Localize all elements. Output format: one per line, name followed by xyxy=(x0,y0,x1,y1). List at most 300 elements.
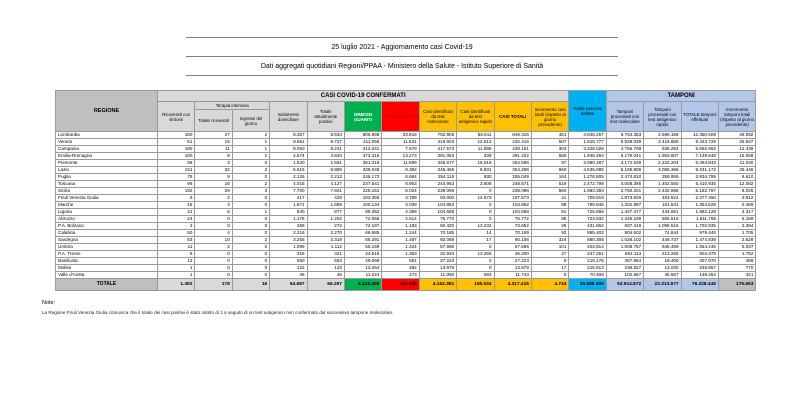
data-cell: 249.857 xyxy=(681,265,718,272)
data-cell: 790.546 xyxy=(569,202,606,209)
report-date-title: 25 luglio 2021 - Aggiornamento casi Covid-19 xyxy=(186,38,618,57)
data-cell: 860.308 xyxy=(569,237,606,244)
data-cell: 104.588 xyxy=(419,209,456,216)
region-name-cell: Umbria xyxy=(56,244,158,251)
table-row xyxy=(56,209,756,216)
data-cell: 0 xyxy=(195,216,232,223)
totale-data-cell: 16 xyxy=(232,279,269,291)
data-cell: 4.674 xyxy=(270,153,307,160)
data-cell: 2 xyxy=(232,153,269,160)
data-cell: 0 xyxy=(232,272,269,279)
data-cell: 6.024 xyxy=(382,188,419,195)
data-cell: 391.422 xyxy=(494,153,531,160)
data-cell: 560 xyxy=(531,188,568,195)
data-cell: 8.241 xyxy=(307,146,344,153)
col-header-casi-totali: CASI TOTALI xyxy=(494,102,531,132)
table-row xyxy=(56,181,756,188)
data-cell: 0 xyxy=(457,265,494,272)
data-cell: 12.439 xyxy=(718,146,755,153)
table-row xyxy=(56,202,756,209)
data-cell: 904.378 xyxy=(681,251,718,258)
data-cell: 0 xyxy=(232,223,269,230)
data-cell: 3.328.028 xyxy=(569,146,606,153)
data-cell: 192 xyxy=(158,188,195,195)
data-cell: 55.159 xyxy=(344,244,381,251)
data-cell: 15 xyxy=(195,139,232,146)
data-cell: 19.406 xyxy=(644,258,681,265)
data-cell: 0 xyxy=(232,258,269,265)
col-header-tamponi-molecolare: Tamponi processati con test molecolare xyxy=(606,102,643,132)
data-cell: 507 xyxy=(531,139,568,146)
data-cell: 2.394 xyxy=(718,223,755,230)
data-cell: 2.514 xyxy=(382,216,419,223)
col-header-attualmente-positivi: Totale attualmente positivi xyxy=(307,102,344,132)
data-cell: 6.610 xyxy=(718,174,755,181)
region-name-cell: Marche xyxy=(56,202,158,209)
data-cell: 15 xyxy=(158,202,195,209)
data-cell: 2.750.201 xyxy=(606,188,643,195)
data-cell: 53 xyxy=(158,237,195,244)
data-cell: 1.752 xyxy=(718,251,755,258)
data-cell: 5.592.962 xyxy=(681,146,718,153)
data-cell: 877 xyxy=(307,209,344,216)
data-cell: 607.419 xyxy=(606,223,643,230)
data-cell: 545.489 xyxy=(644,244,681,251)
data-cell: 25.847 xyxy=(718,139,755,146)
data-cell: 15.059 xyxy=(718,153,755,160)
data-cell: 55.291 xyxy=(344,237,381,244)
data-cell: 213.265 xyxy=(644,251,681,258)
data-cell: 107.573 xyxy=(494,195,531,202)
data-cell: 5.410.935 xyxy=(681,181,718,188)
data-cell: 1.202 xyxy=(307,216,344,223)
data-cell: 1.474.839 xyxy=(681,237,718,244)
data-cell: 0 xyxy=(232,160,269,167)
totale-data-cell: 66.257 xyxy=(307,279,344,291)
data-cell: 3.172.639 xyxy=(606,160,643,167)
data-cell: 1.497 xyxy=(382,237,419,244)
data-cell: 74.844 xyxy=(644,230,681,237)
data-cell: 1.246.239 xyxy=(606,216,643,223)
table-row xyxy=(56,230,756,237)
data-cell: 303 xyxy=(531,146,568,153)
data-cell: 930 xyxy=(457,174,494,181)
data-cell: 1.178 xyxy=(270,216,307,223)
data-cell: 11.631 xyxy=(382,139,419,146)
data-cell: 13.273 xyxy=(382,153,419,160)
data-cell: 104.862 xyxy=(494,202,531,209)
totale-data-cell: 127.949 xyxy=(382,279,419,291)
data-cell: 180 xyxy=(158,146,195,153)
data-cell: 9.651 xyxy=(270,139,307,146)
data-cell: 58 xyxy=(158,160,195,167)
data-cell: 9.727 xyxy=(307,139,344,146)
data-cell: 17 xyxy=(457,237,494,244)
table-row xyxy=(56,160,756,167)
data-cell: 351.316 xyxy=(344,160,381,167)
region-name-cell: Lazio xyxy=(56,167,158,174)
data-cell: 11.030 xyxy=(718,160,755,167)
data-cell: 26.069 xyxy=(344,258,381,265)
data-cell: 13.266 xyxy=(457,251,494,258)
data-cell: 96 xyxy=(158,181,195,188)
data-cell: 419.903 xyxy=(419,139,456,146)
data-cell: 1.354.528 xyxy=(681,202,718,209)
data-cell: 345.677 xyxy=(419,160,456,167)
data-cell: 1.008.757 xyxy=(606,244,643,251)
data-cell: 364.596 xyxy=(494,160,531,167)
data-cell: 6.616 xyxy=(270,167,307,174)
col-header-incremento-casi: Incremento casi totali (rispetto al giorno precedente) xyxy=(531,102,568,132)
data-cell: 0 xyxy=(232,230,269,237)
data-cell: 56.511 xyxy=(457,132,494,139)
data-cell: 691.113 xyxy=(606,251,643,258)
data-cell: 4.846.257 xyxy=(569,132,606,139)
data-cell: 10 xyxy=(195,237,232,244)
data-cell: 345.465 xyxy=(419,167,456,174)
data-cell: 150 xyxy=(158,132,195,139)
totale-data-cell: 178 xyxy=(195,279,232,291)
data-cell: 66.685 xyxy=(344,230,381,237)
data-cell: 2.432.596 xyxy=(644,188,681,195)
data-cell: 2.080.487 xyxy=(569,160,606,167)
data-cell: 4.008.385 xyxy=(606,181,643,188)
data-cell: 0 xyxy=(232,265,269,272)
data-cell: 9.343.728 xyxy=(681,139,718,146)
data-cell: 70.408 xyxy=(569,272,606,279)
data-cell: 1.183 xyxy=(382,223,419,230)
data-cell: 3.789 xyxy=(382,195,419,202)
data-cell: 45 xyxy=(270,272,307,279)
data-cell: 1.882.128 xyxy=(681,209,718,216)
col-header-terapia-totale: Totale ricoverati xyxy=(195,110,232,132)
data-cell: 13.232 xyxy=(457,223,494,230)
data-cell: 2 xyxy=(232,237,269,244)
data-cell: 1.363 xyxy=(382,251,419,258)
data-cell: 7.139.648 xyxy=(681,153,718,160)
data-cell: 792.805 xyxy=(419,132,456,139)
data-cell: 468 xyxy=(718,258,755,265)
col-header-incremento-tamponi: Incremento tamponi totali (rispetto al giorno precedente) xyxy=(718,102,755,132)
data-cell: 6 xyxy=(195,209,232,216)
data-cell: 237.541 xyxy=(344,181,381,188)
data-cell: 7.921 xyxy=(307,188,344,195)
data-cell: 9 xyxy=(195,153,232,160)
data-cell: 11.588 xyxy=(457,146,494,153)
data-cell: 3.255 xyxy=(270,237,307,244)
table-row xyxy=(56,132,756,139)
data-cell: 272 xyxy=(307,223,344,230)
data-cell: 403.814 xyxy=(569,244,606,251)
data-cell: 8.831 xyxy=(457,167,494,174)
data-cell: 8.050 xyxy=(270,146,307,153)
data-cell: 60.420 xyxy=(419,223,456,230)
data-cell: 148.454 xyxy=(681,272,718,279)
data-cell: 13.879 xyxy=(494,265,531,272)
data-cell: 4.535.085 xyxy=(569,167,606,174)
data-cell: 2.222.204 xyxy=(644,160,681,167)
data-cell: 27.223 xyxy=(419,258,456,265)
totale-label-cell: TOTALE xyxy=(56,279,158,291)
data-cell: 693 xyxy=(457,272,494,279)
data-cell: 359.959 xyxy=(644,174,681,181)
data-cell: 44.516 xyxy=(344,251,381,258)
data-cell: 836.254 xyxy=(644,146,681,153)
data-cell: 1.705 xyxy=(718,230,755,237)
region-name-cell: Basilicata xyxy=(56,258,158,265)
data-cell: 5.928.039 xyxy=(606,139,643,146)
data-cell: 5 xyxy=(158,251,195,258)
data-cell: 88 xyxy=(531,202,568,209)
table-row xyxy=(56,258,756,265)
data-cell: 432.416 xyxy=(494,139,531,146)
data-cell: 1.702.935 xyxy=(681,223,718,230)
data-cell: 254.119 xyxy=(419,174,456,181)
data-cell: 0 xyxy=(232,216,269,223)
data-cell: 354.296 xyxy=(494,167,531,174)
col-header-tamponi-totale: TOTALE tamponi effettuati xyxy=(681,102,718,132)
data-cell: 0 xyxy=(195,265,232,272)
data-cell: 1.554.246 xyxy=(681,244,718,251)
table-row xyxy=(56,167,756,174)
data-cell: 895.403 xyxy=(569,230,606,237)
col-header-isolamento: Isolamento domiciliare xyxy=(270,102,307,132)
data-cell: 417.573 xyxy=(419,146,456,153)
col-header-casi-antigenico: Casi identificati da test antigenico rapido xyxy=(457,102,494,132)
region-name-cell: Friuli Venezia Giulia xyxy=(56,195,158,202)
data-cell: 45.587 xyxy=(644,272,681,279)
data-cell: 102.867 xyxy=(606,272,643,279)
data-cell: 2 xyxy=(232,132,269,139)
data-cell: 1.963.393 xyxy=(569,188,606,195)
data-cell: 103.356 xyxy=(344,195,381,202)
data-cell: 2 xyxy=(195,244,232,251)
data-cell: 0 xyxy=(457,209,494,216)
data-cell: 75.772 xyxy=(494,216,531,223)
data-cell: 14 xyxy=(457,230,494,237)
data-cell: 11.050 xyxy=(419,272,456,279)
data-cell: 2.126 xyxy=(270,174,307,181)
col-header-tamponi-antigenico: Tamponi processati con test antigenico rapido xyxy=(644,102,681,132)
data-cell: 321 xyxy=(307,251,344,258)
data-cell: 0 xyxy=(457,258,494,265)
data-cell: 5 xyxy=(531,272,568,279)
table-header xyxy=(56,91,756,132)
data-cell: 3.912 xyxy=(718,195,755,202)
data-cell: 1.946.464 xyxy=(569,153,606,160)
col-header-regione: REGIONE xyxy=(56,91,158,132)
data-cell: 1.424 xyxy=(382,244,419,251)
region-name-cell: Liguria xyxy=(56,209,158,216)
data-cell: 255.049 xyxy=(494,174,531,181)
data-cell: 13 xyxy=(158,258,195,265)
region-name-cell: P.A. Bolzano xyxy=(56,223,158,230)
data-cell: 9.754.353 xyxy=(606,132,643,139)
data-cell: 1.202.997 xyxy=(606,202,643,209)
data-cell: 2 xyxy=(232,181,269,188)
region-name-cell: Molise xyxy=(56,265,158,272)
data-cell: 1.811.755 xyxy=(681,216,718,223)
data-cell: 12.513 xyxy=(457,139,494,146)
data-cell: 247.251 xyxy=(569,251,606,258)
data-cell: 446.737 xyxy=(644,237,681,244)
data-cell: 0 xyxy=(457,202,494,209)
data-cell: 29 xyxy=(195,188,232,195)
totale-data-cell: 1.392 xyxy=(158,279,195,291)
data-cell: 248.571 xyxy=(494,181,531,188)
data-cell: 0 xyxy=(195,251,232,258)
table-row xyxy=(56,153,756,160)
data-cell: 239.096 xyxy=(494,188,531,195)
data-cell: 13.879 xyxy=(419,265,456,272)
data-cell: 0 xyxy=(232,174,269,181)
data-cell: 3.415.689 xyxy=(644,139,681,146)
data-cell: 904.602 xyxy=(606,230,643,237)
group-header-terapia-intensiva: Terapia intensiva xyxy=(195,102,270,110)
data-cell: 770 xyxy=(718,265,755,272)
data-cell: 3.318 xyxy=(307,237,344,244)
data-cell: 3 xyxy=(195,160,232,167)
data-cell: 0 xyxy=(195,272,232,279)
data-cell: 1.112 xyxy=(307,244,344,251)
data-cell: 2 xyxy=(232,167,269,174)
data-cell: 33.816 xyxy=(382,132,419,139)
data-cell: 24 xyxy=(158,216,195,223)
data-cell: 429.161 xyxy=(494,146,531,153)
data-cell: 1.520 xyxy=(270,160,307,167)
region-name-cell: Lombardia xyxy=(56,132,158,139)
data-cell: 7.700 xyxy=(270,188,307,195)
totale-data-cell: 176.653 xyxy=(718,279,755,291)
data-cell: 16 xyxy=(195,181,232,188)
data-cell: 269 xyxy=(270,223,307,230)
data-cell: 8.025 xyxy=(718,188,755,195)
data-cell: 1.689 xyxy=(307,202,344,209)
data-cell: 2.596.156 xyxy=(644,132,681,139)
table-row xyxy=(56,223,756,230)
data-cell: 428 xyxy=(307,195,344,202)
data-cell: 32 xyxy=(195,167,232,174)
data-cell: 563 xyxy=(307,258,344,265)
data-cell: 2 xyxy=(195,195,232,202)
data-cell: 0 xyxy=(457,244,494,251)
table-row xyxy=(56,146,756,153)
data-cell: 216.513 xyxy=(569,265,606,272)
data-cell: 0 xyxy=(232,195,269,202)
data-cell: 72.197 xyxy=(344,223,381,230)
region-name-cell: Toscana xyxy=(56,181,158,188)
covid-data-table xyxy=(55,90,756,291)
totale-data-cell: 64.687 xyxy=(270,279,307,291)
data-cell: 3.039 xyxy=(382,202,419,209)
table-body xyxy=(56,132,756,291)
data-cell: 100.134 xyxy=(344,202,381,209)
data-cell: 403.624 xyxy=(644,195,681,202)
data-cell: 1.963.607 xyxy=(644,153,681,160)
data-cell: 709.519 xyxy=(569,195,606,202)
data-cell: 6.903 xyxy=(382,181,419,188)
data-cell: 60.089 xyxy=(419,237,456,244)
data-cell: 12.350.509 xyxy=(681,132,718,139)
data-cell: 8.357 xyxy=(270,132,307,139)
data-cell: 3 xyxy=(195,202,232,209)
col-header-casi-molecolare: Casi identificati da test molecolare xyxy=(419,102,456,132)
table-row xyxy=(56,195,756,202)
data-cell: 101 xyxy=(531,244,568,251)
table-row xyxy=(56,188,756,195)
data-cell: 5.394.843 xyxy=(681,160,718,167)
data-cell: 50 xyxy=(158,230,195,237)
data-cell: 17 xyxy=(531,265,568,272)
data-cell: 3.065.366 xyxy=(644,167,681,174)
data-cell: 11.224 xyxy=(344,272,381,279)
data-cell: 26 xyxy=(531,223,568,230)
data-cell: 473 xyxy=(382,272,419,279)
data-cell: 2.469 xyxy=(718,202,755,209)
data-cell: 1.402.550 xyxy=(644,181,681,188)
data-cell: 1.581 xyxy=(307,160,344,167)
table-row xyxy=(56,244,756,251)
data-cell: 28.092 xyxy=(718,132,755,139)
data-cell: 849.316 xyxy=(494,132,531,139)
data-cell: 324 xyxy=(531,237,568,244)
data-cell: 164 xyxy=(531,174,568,181)
data-cell: 239.096 xyxy=(419,188,456,195)
table-row-totale xyxy=(56,279,756,291)
data-cell: 979.446 xyxy=(681,230,718,237)
table-row xyxy=(56,265,756,272)
totale-data-cell: 155.034 xyxy=(457,279,494,291)
region-name-cell: Puglia xyxy=(56,174,158,181)
data-cell: 13.030 xyxy=(644,265,681,272)
data-cell: 150 xyxy=(158,153,195,160)
data-cell: 519 xyxy=(531,181,568,188)
data-cell: 3.608 xyxy=(457,181,494,188)
data-cell: 27 xyxy=(195,132,232,139)
data-cell: 32.934 xyxy=(419,251,456,258)
data-cell: 93 xyxy=(531,230,568,237)
data-cell: 3 xyxy=(158,223,195,230)
data-cell: 2.834.769 xyxy=(681,174,718,181)
region-name-cell: Sicilia xyxy=(56,188,158,195)
data-cell: 57.695 xyxy=(419,244,456,251)
data-cell: 723.832 xyxy=(569,216,606,223)
data-cell: 12.082 xyxy=(718,181,755,188)
col-header-persone-testate: Totale persone testate xyxy=(569,91,606,132)
region-name-cell: Piemonte xyxy=(56,160,158,167)
data-cell: 1.099 xyxy=(270,244,307,251)
data-cell: 57.695 xyxy=(494,244,531,251)
data-cell: 1.915.777 xyxy=(569,139,606,146)
data-cell: 1.671 xyxy=(270,202,307,209)
data-cell: 1.873.826 xyxy=(606,195,643,202)
data-cell: 46.200 xyxy=(494,251,531,258)
region-name-cell: Emilia-Romagna xyxy=(56,153,158,160)
totale-data-cell: 4.123.209 xyxy=(344,279,381,291)
totale-data-cell: 4.743 xyxy=(531,279,568,291)
data-cell: 2.270 xyxy=(307,230,344,237)
data-cell: 104.588 xyxy=(494,209,531,216)
data-cell: 244.963 xyxy=(419,181,456,188)
data-cell: 4.317 xyxy=(718,209,755,216)
data-cell: 5.165.806 xyxy=(606,167,643,174)
data-cell: 4.359 xyxy=(382,209,419,216)
table-row xyxy=(56,174,756,181)
region-name-cell: Abruzzo xyxy=(56,216,158,223)
data-cell: 2.216 xyxy=(270,230,307,237)
totale-data-cell: 30.656.190 xyxy=(569,279,606,291)
data-cell: 31 xyxy=(158,209,195,216)
